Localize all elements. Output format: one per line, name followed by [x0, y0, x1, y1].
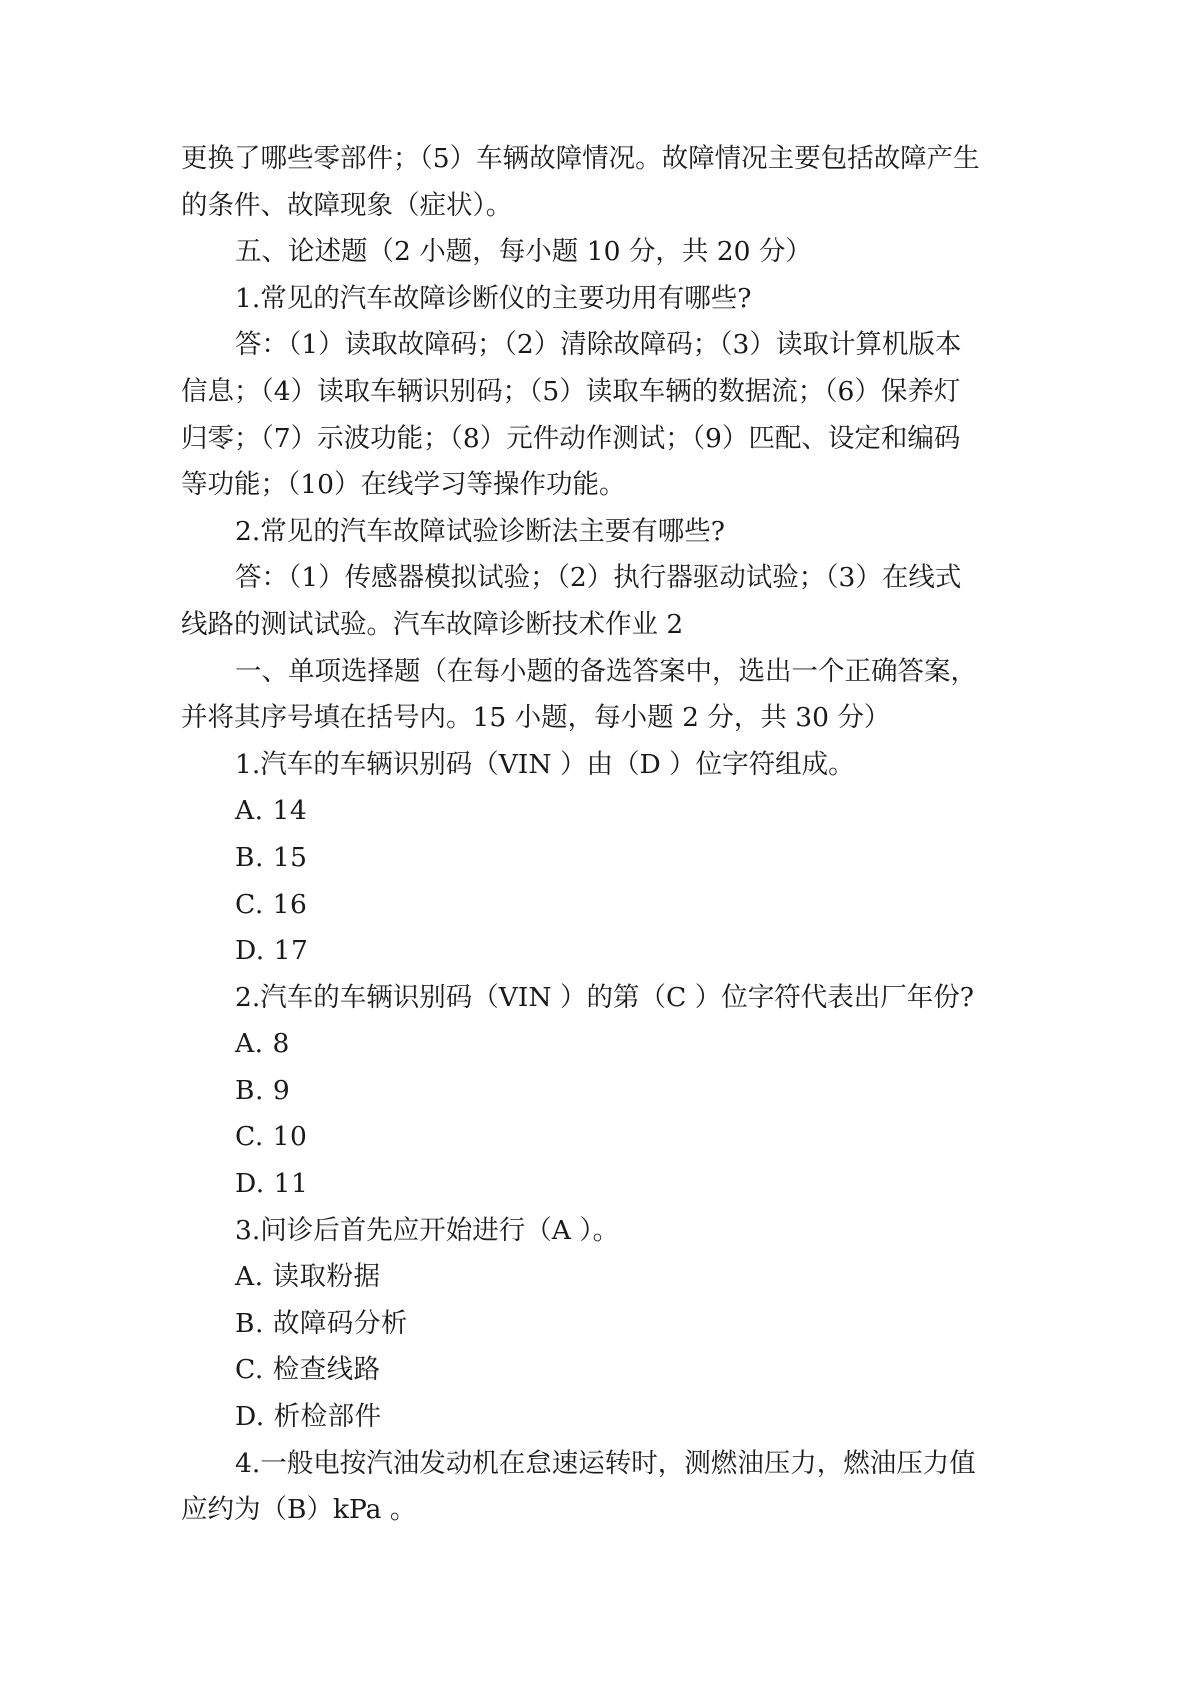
- section-heading: 五、论述题（2 小题，每小题 10 分，共 20 分）: [235, 236, 812, 268]
- text-line: 应约为（B）kPa 。: [181, 1494, 417, 1526]
- option: C. 检查线路: [235, 1354, 381, 1386]
- text-line: 更换了哪些零部件；（5）车辆故障情况。故障情况主要包括故障产生: [181, 143, 980, 174]
- option: A. 8: [235, 1028, 290, 1060]
- text-line: 线路的测试试验。汽车故障诊断技术作业 2: [181, 608, 684, 640]
- document-page: [181, 136, 1023, 1534]
- text-line: 归零；（7）示波功能；（8）元件动作测试；（9）匹配、设定和编码: [181, 422, 961, 454]
- text-line: 并将其序号填在括号内。15 小题，每小题 2 分，共 30 分）: [181, 702, 891, 734]
- option: C. 16: [235, 888, 308, 920]
- option: C. 10: [235, 1121, 308, 1153]
- option: B. 15: [235, 841, 308, 873]
- answer: 答：（1）传感器模拟试验；（2）执行器驱动试验；（3）在线式: [235, 562, 962, 594]
- question: 2.常见的汽车故障试验诊断法主要有哪些?: [235, 515, 725, 547]
- answer: 答：（1）读取故障码；（2）清除故障码；（3）读取计算机版本: [235, 329, 962, 361]
- section-heading: 一、单项选择题（在每小题的备选答案中，选出一个正确答案，: [235, 655, 977, 687]
- text-line: 的条件、故障现象（症状）。: [181, 189, 513, 221]
- option: B. 9: [235, 1074, 291, 1106]
- text-line: 等功能；（10）在线学习等操作功能。: [181, 469, 626, 501]
- text-line: 信息；（4）读取车辆识别码；（5）读取车辆的数据流；（6）保养灯: [181, 375, 961, 407]
- option: D. 11: [235, 1168, 309, 1200]
- question: 1.常见的汽车故障诊断仪的主要功用有哪些?: [235, 282, 752, 314]
- question: 1.汽车的车辆识别码（VIN ）由（D ）位字符组成。: [235, 748, 855, 780]
- option: D. 17: [235, 935, 309, 967]
- option: B. 故障码分析: [235, 1307, 408, 1339]
- question: 3.问诊后首先应开始进行（A ）。: [235, 1214, 620, 1246]
- option: D. 析检部件: [235, 1401, 382, 1433]
- question: 4.一般电按汽油发动机在怠速运转时，测燃油压力，燃油压力值: [235, 1447, 976, 1479]
- question: 2.汽车的车辆识别码（VIN ）的第（C ）位字符代表出厂年份?: [235, 981, 974, 1013]
- option: A. 14: [235, 795, 308, 827]
- option: A. 读取粉据: [235, 1261, 381, 1293]
